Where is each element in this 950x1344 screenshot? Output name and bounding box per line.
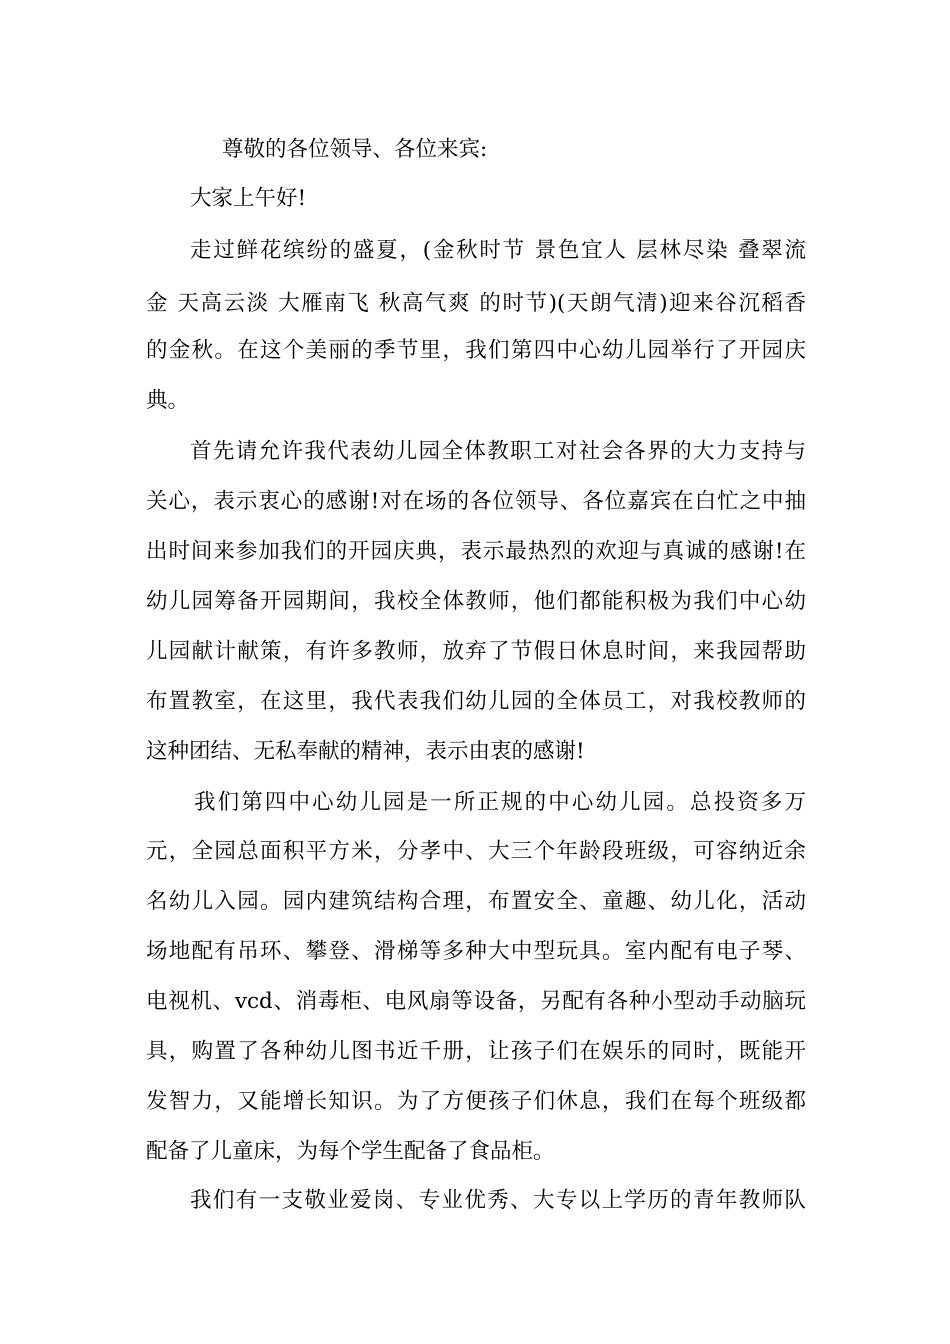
- paragraph-line: 发智力，又能增长知识。为了方便孩子们休息，我们在每个班级都: [146, 1089, 806, 1114]
- paragraph-line: 这种团结、无私奉献的精神，表示由衷的感谢!: [146, 739, 585, 764]
- paragraph-line: 名幼儿入园。园内建筑结构合理，布置安全、童趣、幼儿化，活动: [146, 889, 806, 914]
- paragraph-line: 电视机、vcd、消毒柜、电风扇等设备，另配有各种小型动手动脑玩: [146, 989, 806, 1014]
- paragraph-line: 场地配有吊环、攀登、滑梯等多种大中型玩具。室内配有电子琴、: [146, 939, 806, 964]
- paragraph-line: 我们有一支敬业爱岗、专业优秀、大专以上学历的青年教师队: [190, 1188, 806, 1213]
- paragraph-line: 配备了儿童床，为每个学生配备了食品柜。: [146, 1139, 555, 1164]
- paragraph-line: 首先请允许我代表幼儿园全体教职工对社会各界的大力支持与: [190, 439, 806, 464]
- salutation: 尊敬的各位领导、各位来宾:: [222, 137, 488, 162]
- paragraph-line: 元，全园总面积平方米，分孝中、大三个年龄段班级，可容纳近余: [146, 839, 806, 864]
- paragraph-line: 典。: [146, 388, 190, 413]
- paragraph-line: 我们第四中心幼儿园是一所正规的中心幼儿园。总投资多万: [194, 790, 806, 815]
- paragraph-line: 幼儿园筹备开园期间，我校全体教师，他们都能积极为我们中心幼: [146, 589, 806, 614]
- greeting: 大家上午好!: [190, 186, 307, 211]
- paragraph-line: 金 天高云淡 大雁南飞 秋高气爽 的时节)(天朗气清)迎来谷沉稻香: [146, 291, 806, 316]
- paragraph-line: 关心，表示衷心的感谢!对在场的各位领导、各位嘉宾在白忙之中抽: [146, 489, 806, 514]
- paragraph-line: 的金秋。在这个美丽的季节里，我们第四中心幼儿园举行了开园庆: [146, 338, 806, 363]
- paragraph-line: 儿园献计献策，有许多教师，放弃了节假日休息时间，来我园帮助: [146, 639, 806, 664]
- paragraph-line: 出时间来参加我们的开园庆典，表示最热烈的欢迎与真诚的感谢!在: [146, 539, 806, 564]
- paragraph-line: 布置教室，在这里，我代表我们幼儿园的全体员工，对我校教师的: [146, 689, 806, 714]
- paragraph-line: 具，购置了各种幼儿图书近千册，让孩子们在娱乐的同时，既能开: [146, 1039, 806, 1064]
- paragraph-line: 走过鲜花缤纷的盛夏，(金秋时节 景色宜人 层林尽染 叠翠流: [190, 238, 806, 263]
